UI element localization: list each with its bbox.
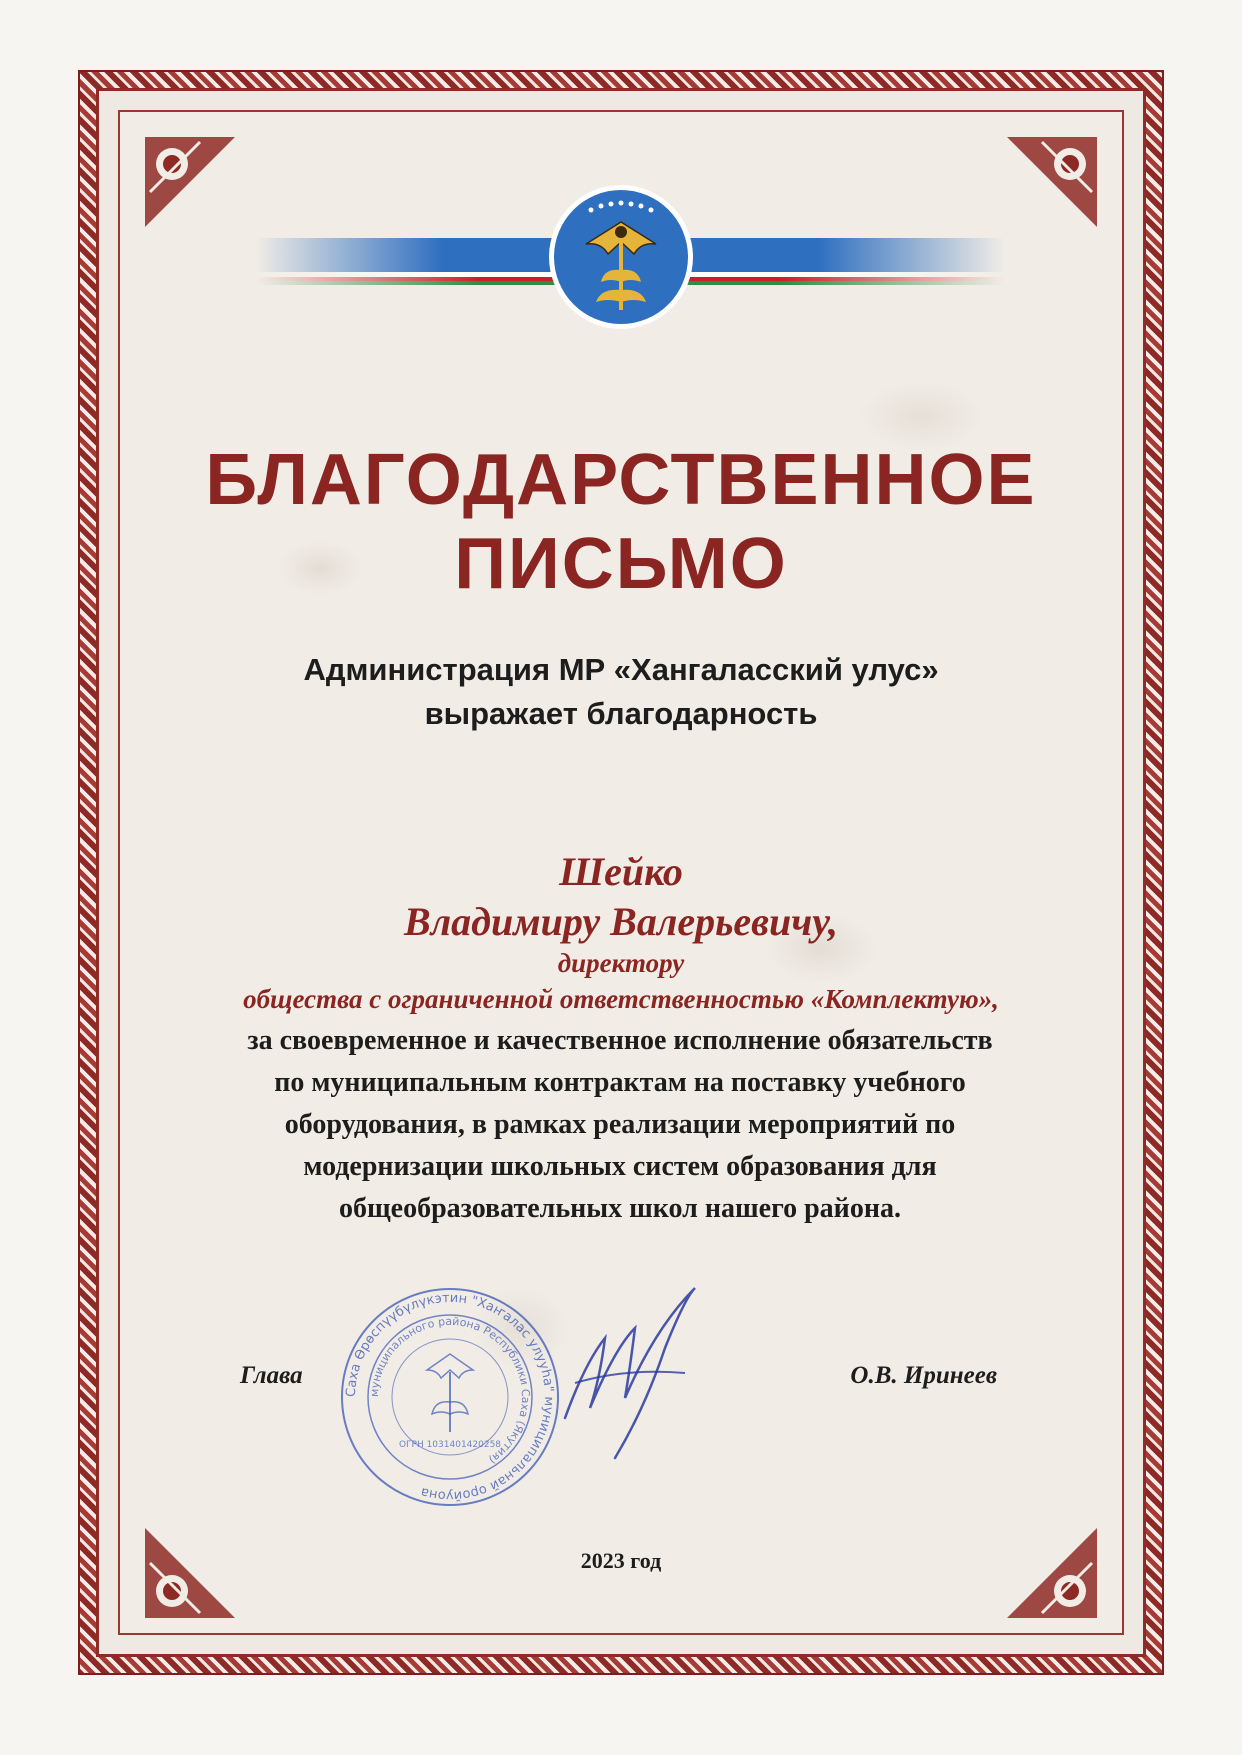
issuer-line1: Администрация МР «Хангаласский улус» (303, 652, 939, 687)
recipient-surname: Шейко (559, 849, 683, 894)
gratitude-text-line: общеобразовательных школ нашего района. (339, 1193, 901, 1224)
signer-role: Глава (240, 1362, 303, 1389)
recipient-organization: общества с ограниченной ответственностью «Комплектую», (243, 984, 999, 1014)
corner-ornament-top-right (1002, 132, 1102, 232)
document-title-line1: БЛАГОДАРСТВЕННОЕ (205, 440, 1037, 520)
gratitude-text-line: модернизации школьных систем образования для (303, 1151, 937, 1182)
handwritten-signature (545, 1268, 745, 1468)
document-title-line2: ПИСЬМО (454, 524, 788, 604)
coat-of-arms-emblem (546, 182, 696, 332)
seal-inner-text: муниципального района Республики Саха (Якутия) (367, 1314, 533, 1467)
corner-ornament-top-left (140, 132, 240, 232)
gratitude-text (170, 1020, 1070, 1230)
issue-year: 2023 год (580, 1548, 662, 1573)
seal-outer-text: Саха Өрөспүүбүлүкэтин "Хаҥалас улууһа" муниципальнай оройуона (343, 1290, 557, 1504)
seal-ogrn: ОГРН 1031401420258 (398, 1440, 502, 1450)
recipient-name: Владимиру Валерьевичу, (403, 899, 839, 944)
official-seal (335, 1282, 565, 1512)
issuer-line2: выражает благодарность (424, 696, 818, 731)
gratitude-text-line: по муниципальным контрактам на поставку учебного (274, 1067, 966, 1098)
recipient-position: директору (557, 948, 685, 978)
gratitude-text-line: за своевременное и качественное исполнение обязательств (247, 1025, 993, 1056)
gratitude-text-line: оборудования, в рамках реализации мероприятий по (284, 1109, 956, 1140)
signer-name: О.В. Иринеев (850, 1362, 997, 1389)
